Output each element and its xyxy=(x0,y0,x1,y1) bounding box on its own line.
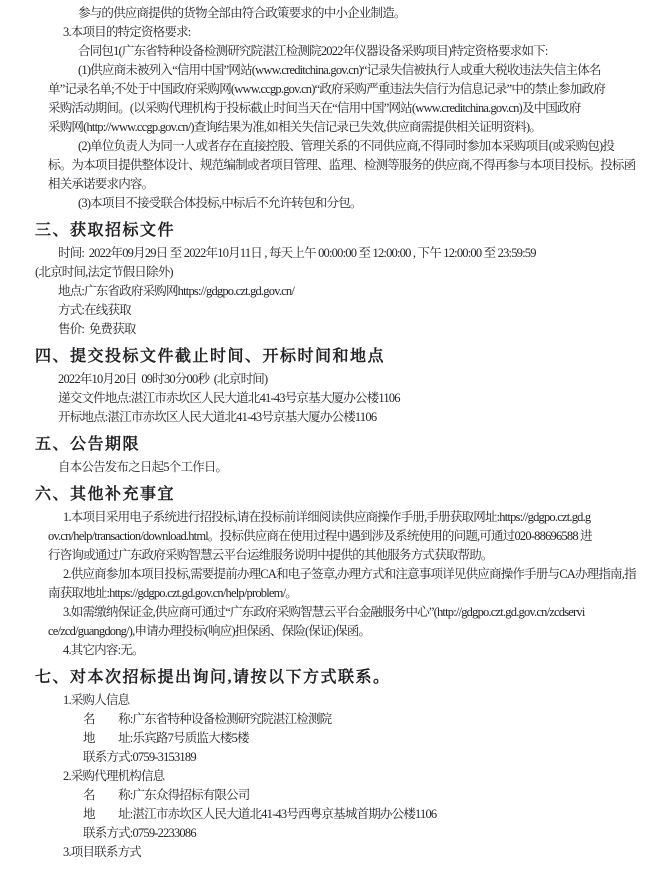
document-text-line: 4.其它内容:无。 xyxy=(63,643,144,657)
document-text-line: 开标地点:湛江市赤坎区人民大道北41-43号京基大厦办公楼1106 xyxy=(58,410,377,424)
document-text-line: (北京时间,法定节假日除外) xyxy=(35,265,173,279)
document-text-line: 2022年10月20日 09时30分00秒 (北京时间) xyxy=(58,372,268,386)
document-text-line: 方式:在线获取 xyxy=(58,303,131,317)
document-text-line: 南获取地址:https://gdgpo.czt.gd.gov.cn/help/problem/。 xyxy=(48,586,297,600)
document-text-line: ov.cn/help/transaction/download.html。投标供应商在使用过程中遇到涉及系统使用的问题,可通过020-88696588 进 xyxy=(48,529,592,543)
document-text-line: 3.项目联系方式 xyxy=(63,845,141,859)
document-text-line: 2.采购代理机构信息 xyxy=(63,769,165,783)
document-text-line: 地点:广东省政府采购网https://gdgpo.czt.gd.gov.cn/ xyxy=(58,284,295,298)
document-text-line: 2.供应商参加本项目投标,需要提前办理CA和电子签章,办理方式和注意事项详见供应商操作手册与CA办理指南,指 xyxy=(63,567,636,581)
document-text-line: 3.如需缴纳保证金,供应商可通过“广东政府采购智慧云平台金融服务中心”(http://gdgpo.czt.gd.gov.cn/zcdservi xyxy=(63,605,585,619)
document-text-line: (3)本项目不接受联合体投标,中标后不允许转包和分包。 xyxy=(78,196,362,210)
document-text-line: 联系方式:0759-3153189 xyxy=(83,750,196,764)
document-text-line: 售价: 免费获取 xyxy=(58,322,136,336)
document-text-line: 1.本项目采用电子系统进行招投标,请在投标前详细阅读供应商操作手册,手册获取网址:https://gdgpo.czt.gd.g xyxy=(63,510,591,524)
document-text-line: 时间: 2022年09月29日 至 2022年10月11日 , 每天上午 00:00:00 至 12:00:00 , 下午 12:00:00 至 23:59:59 xyxy=(58,246,536,260)
document-text-line: 行咨询或通过广东政府采购智慧云平台运维服务说明中提供的其他服务方式获取帮助。 xyxy=(48,548,493,562)
section-heading: 四、提交投标文件截止时间、开标时间和地点 xyxy=(35,348,386,365)
document-text-line: 名 称:广东众得招标有限公司 xyxy=(83,788,250,802)
document-text-line: 相关承诺要求内容。 xyxy=(48,177,154,191)
document-text-line: 地 址:乐宾路7号质监大楼5楼 xyxy=(83,731,249,745)
document-text-line: (1)供应商未被列入“信用中国”网站(www.creditchina.gov.cn)“记录失信被执行人或重大税收违法失信主体名 xyxy=(78,63,601,77)
section-heading: 五、公告期限 xyxy=(35,436,141,453)
document-text-line: 采购活动期间。(以采购代理机构于投标截止时间当天在“信用中国”网站(www.creditchina.gov.cn)及中国政府 xyxy=(48,101,581,115)
document-text-line: 递交文件地点:湛江市赤坎区人民大道北41-43号京基大厦办公楼1106 xyxy=(58,391,400,405)
document-text-line: 参与的供应商提供的货物全部由符合政策要求的中小企业制造。 xyxy=(78,6,406,20)
section-heading: 三、获取招标文件 xyxy=(35,222,176,239)
document-text-line: 单”记录名单;不处于中国政府采购网(www.ccgp.gov.cn)“政府采购严重违法失信行为信息记录”中的禁止参加政府 xyxy=(48,82,605,96)
document-text-line: 名 称:广东省特种设备检测研究院湛江检测院 xyxy=(83,712,332,726)
document-text-line: 自本公告发布之日起5个工作日。 xyxy=(58,460,228,474)
document-text-line: ce/zcd/guangdong/),申请办理投标(响应)担保函、保险(保证)保函。 xyxy=(48,624,371,638)
document-text-line: 合同包1(广东省特种设备检测研究院湛江检测院2022年仪器设备采购项目)特定资格要求如下: xyxy=(78,44,548,58)
document-text-line: 1.采购人信息 xyxy=(63,693,130,707)
document-text-line: 联系方式:0759-2233086 xyxy=(83,826,196,840)
document-text-line: 标。为本项目提供整体设计、规范编制或者项目管理、监理、检测等服务的供应商,不得再参与本项目投标。投标函 xyxy=(48,158,636,172)
section-heading: 六、其他补充事宜 xyxy=(35,486,176,503)
document-text-line: 3.本项目的特定资格要求: xyxy=(63,25,191,39)
document-text-line: 采购网(http://www.ccgp.gov.cn/)查询结果为准,如相关失信记录已失效,供应商需提供相关证明资料)。 xyxy=(48,120,542,134)
section-heading: 七、对本次招标提出询问,请按以下方式联系。 xyxy=(35,669,391,686)
document-text-line: (2)单位负责人为同一人或者存在直接控股、管理关系的不同供应商,不得同时参加本采购项目(或采购包)投 xyxy=(78,139,615,153)
document-text-line: 地 址:湛江市赤坎区人民大道北41-43号西粤京基城首期办公楼1106 xyxy=(83,807,437,821)
